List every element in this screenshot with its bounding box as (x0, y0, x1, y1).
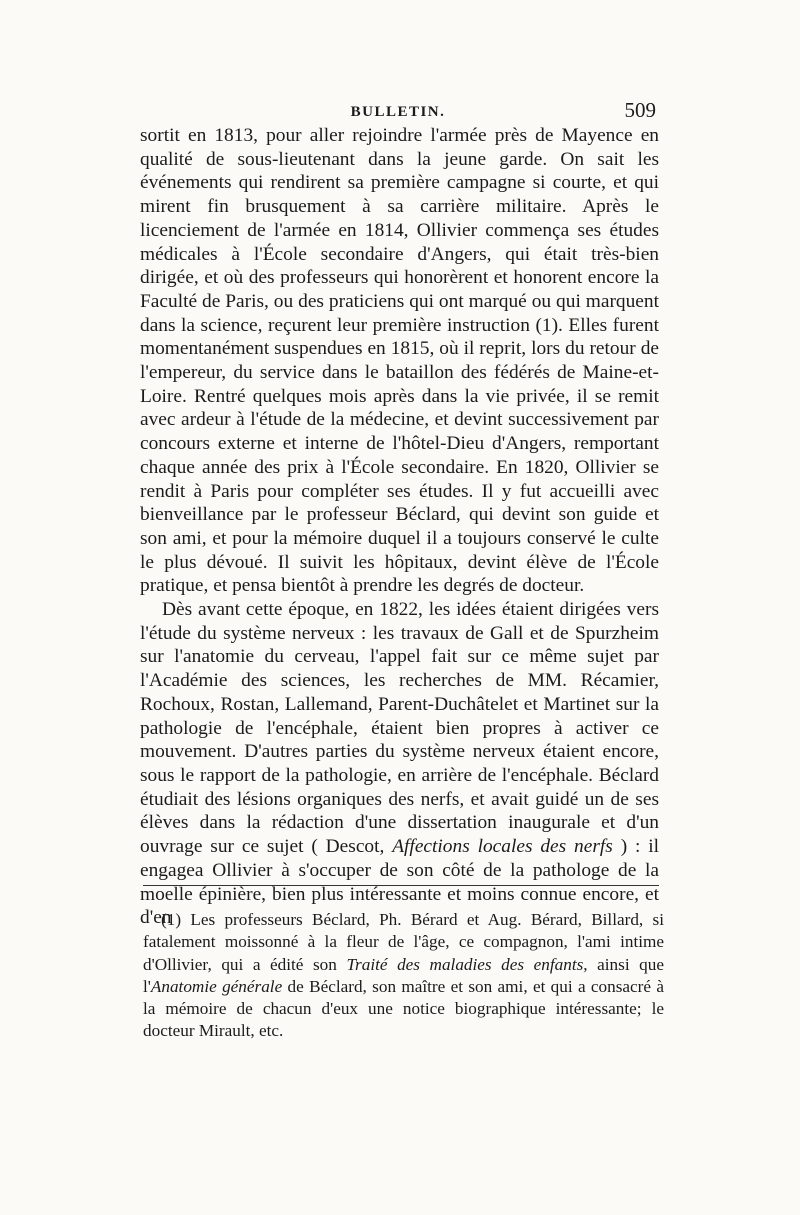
footnote-text-b: , ainsi que l' (143, 954, 664, 996)
paragraph-1: sortit en 1813, pour aller rejoindre l'armée près de Mayence en qualité de sous-lieutenant dans la jeune garde. On sait les événements qui rendirent sa première campagne si courte, et qui mirent fin brusquement à sa carrière militaire. Après le licenciement de l'armée en 1814, Ollivier commença ses études médicales à l'École secondaire d'Angers, qui était très-bien dirigée, et où des professeurs qui honorèrent et honorent encore la Faculté de Paris, ou des praticiens qui ont marqué ou qui marquent dans la science, reçurent leur première instruction (1). Elles furent momentanément suspendues en 1815, où il reprit, lors du retour de l'empereur, du service dans le bataillon des fédérés de Maine-et-Loire. Rentré quelques mois après dans la vie privée, il se remit avec ardeur à l'étude de la médecine, et devint successivement par concours externe et interne de l'hôtel-Dieu d'Angers, remportant chaque année des prix à l'École secondaire. En 1820, Ollivier se rendit à Paris pour compléter ses études. Il y fut accueilli avec bienveillance par le professeur Béclard, qui devint son guide et son ami, et pour la mémoire duquel il a toujours conservé le culte le plus dévoué. Il suivit les hôpitaux, devint élève de l'École pratique, et pensa bientôt à prendre les degrés de docteur. (140, 125, 659, 597)
footnote-separator (143, 885, 659, 886)
footnote-italic-1: Traité des maladies des enfants (346, 954, 584, 974)
footnotes (143, 909, 664, 1043)
paragraph-2 (140, 598, 659, 930)
page-number: 509 (624, 98, 656, 122)
footnote-italic-2: Anatomie générale (150, 976, 283, 996)
book-title-italic: Affections locales des nerfs (392, 836, 613, 858)
footnote-1 (143, 909, 664, 1043)
running-head: BULLETIN. (350, 104, 446, 120)
footnote-text-a: (1) Les professeurs Béclard, Ph. Bérard et Aug. Bérard, Billard, si fatalement moissonné à la fleur de l'âge, ce compagnon, l'ami intime d'Ollivier, qui a édité son (143, 910, 664, 974)
page-header (140, 98, 656, 124)
footnote-text-c: de Béclard, son maître et son ami, et qui a consacré à la mémoire de chacun d'eux une notice biographique intéressante; le docteur Mirault, etc. (143, 976, 664, 1041)
paragraph-2-text-a: Dès avant cette époque, en 1822, les idées étaient dirigées vers l'étude du système nerveux : les travaux de Gall et de Spurzheim sur l'anatomie du cerveau, l'appel fait sur ce même sujet par l'Académie des sciences, les recherches de MM. Récamier, Rochoux, Rostan, Lallemand, Parent-Duchâtelet et Martinet sur la pathologie de l'encéphale, étaient bien propres à activer ce mouvement. D'autres parties du système nerveux étaient encore, sous le rapport de la pathologie, en arrière de l'encéphale. Béclard étudiait des lésions organiques des nerfs, et avait guidé un de ses élèves dans la rédaction d'une dissertation inaugurale et d'un ouvrage sur ce sujet ( Descot, (140, 599, 659, 858)
paragraph-2-text-b: ) : il engagea Ollivier à s'occuper de son côté de la pathologe de la moelle épinière, bien plus intéressante et moins connue encore, et d'en (140, 836, 659, 929)
body-text (140, 124, 659, 930)
